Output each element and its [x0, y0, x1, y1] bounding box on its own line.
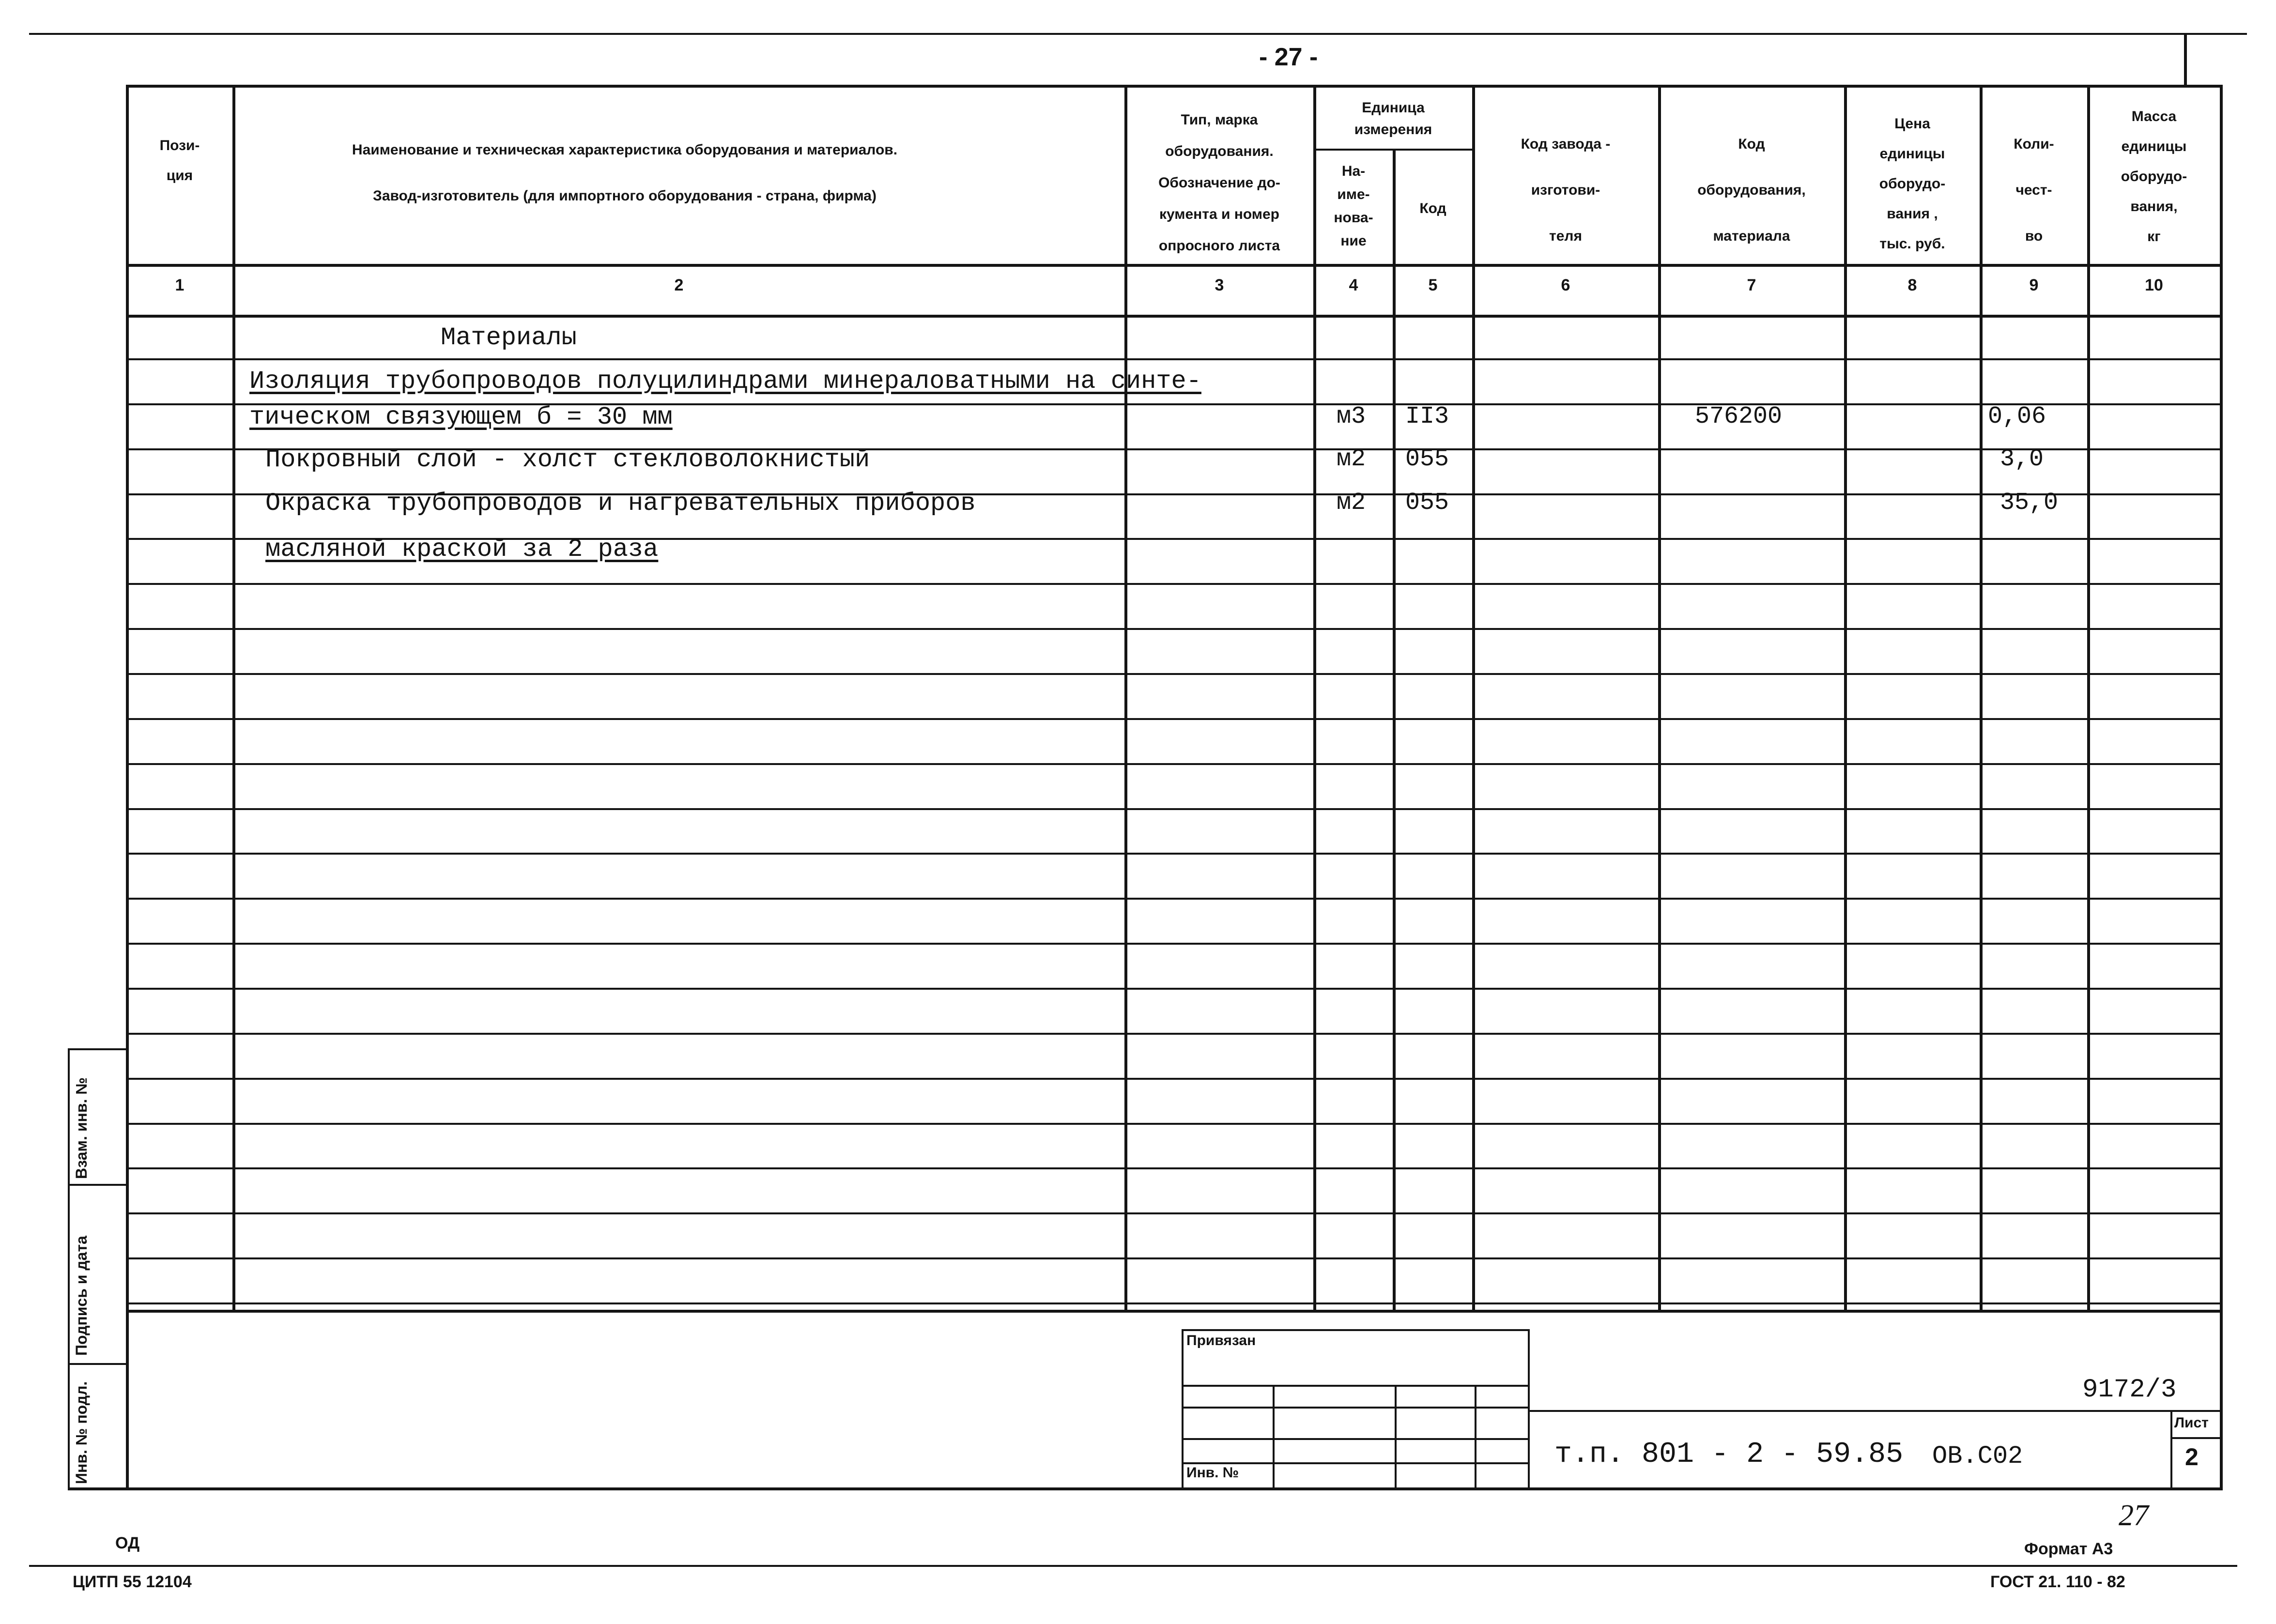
- table-bottom-border: [68, 1487, 2223, 1490]
- page-number: - 27 -: [1259, 43, 1318, 71]
- row1-unit: м3: [1337, 403, 1366, 430]
- col-line-7: [1844, 85, 1847, 1310]
- table-row-line: [126, 898, 2223, 900]
- header-position: Пози- ция: [159, 138, 200, 184]
- side-label-inv-podl: Инв. № подл.: [73, 1381, 90, 1484]
- table-row-line: [126, 808, 2223, 810]
- handwritten-page-number: 27: [2119, 1499, 2149, 1532]
- table-row-line: [126, 673, 2223, 675]
- footer-line: [29, 1565, 2237, 1567]
- table-row-line: [126, 1123, 2223, 1125]
- table-row-line: [126, 718, 2223, 720]
- row3-unit-code: 055: [1405, 489, 1449, 517]
- table-row-line: [126, 1212, 2223, 1214]
- stamp-line: [1182, 1329, 1528, 1331]
- section-title: Материалы: [441, 323, 577, 352]
- row3-unit: м2: [1337, 489, 1366, 517]
- col-line-1: [232, 85, 235, 1310]
- header-unit: Единица измерения: [1354, 100, 1432, 138]
- col-number: 10: [2145, 276, 2163, 294]
- row1-quantity: 0,06: [1988, 403, 2046, 430]
- row1-unit-code: II3: [1405, 403, 1449, 430]
- top-line: [29, 33, 2247, 35]
- stamp-list-label: Лист: [2174, 1415, 2209, 1431]
- header-price: Цена единицы оборудо- вания , тыс. руб.: [1879, 116, 1946, 252]
- footer-mark: ОД: [115, 1534, 140, 1552]
- header-quantity: Коли- чест- во: [2014, 136, 2054, 244]
- stamp-line: [1182, 1329, 1184, 1489]
- row2-unit-code: 055: [1405, 445, 1449, 473]
- header-mass: Масса единицы оборудо- вания, кг: [2121, 108, 2187, 245]
- row2-description: Покровный слой - холст стекловолокнистый: [265, 445, 870, 474]
- header-unit-code: Код: [1419, 200, 1446, 216]
- col-line-5: [1472, 85, 1475, 1310]
- table-row-line: [126, 628, 2223, 630]
- side-strip-line: [68, 1184, 126, 1186]
- stamp-section-code: ОВ.С02: [1932, 1442, 2023, 1471]
- side-strip-line: [68, 1048, 70, 1489]
- stamp-line: [1475, 1385, 1476, 1489]
- col-number: 7: [1747, 276, 1756, 294]
- table-left-border: [126, 85, 129, 1489]
- row3-description-line1: Окраска трубопроводов и нагревательных приборов: [265, 489, 976, 518]
- side-label-vzam: Взам. инв. №: [73, 1077, 90, 1179]
- table-row-line: [126, 988, 2223, 990]
- table-row-line: [126, 1167, 2223, 1169]
- stamp-doc-number: 9172/3: [2082, 1375, 2177, 1405]
- stamp-line: [2170, 1410, 2172, 1487]
- stamp-line: [1528, 1329, 1530, 1489]
- row2-quantity: 3,0: [2000, 445, 2044, 473]
- side-strip-line: [68, 1048, 126, 1050]
- row1-description-line2: тическом связующем б = 30 мм: [249, 403, 673, 431]
- col-number: 9: [2029, 276, 2039, 294]
- col-line-6: [1658, 85, 1661, 1310]
- table-row-line: [126, 1257, 2223, 1259]
- col-number: 1: [175, 276, 185, 294]
- row2-unit: м2: [1337, 445, 1366, 473]
- header-type: Тип, марка оборудования. Обозначение до- кумента и номер опросного листа: [1158, 112, 1280, 254]
- stamp-line: [1528, 1410, 2220, 1412]
- table-row-line: [126, 1078, 2223, 1080]
- table-right-border: [2220, 85, 2223, 1489]
- col-number: 8: [1907, 276, 1917, 294]
- footer-format: Формат А3: [2024, 1540, 2113, 1558]
- table-row-line: [126, 943, 2223, 945]
- side-strip-line: [68, 1363, 126, 1365]
- table-row-line: [126, 763, 2223, 765]
- col-line-9: [2087, 85, 2090, 1310]
- stamp-privyazan: Привязан: [1186, 1333, 1256, 1348]
- row3-quantity: 35,0: [2000, 489, 2059, 517]
- header-unit-name: На- име- нова- ние: [1334, 163, 1373, 249]
- header-manufacturer-code: Код завода - изготови- теля: [1521, 136, 1611, 244]
- stamp-line: [2170, 1437, 2220, 1439]
- header-name: Наименование и техническая характеристика оборудования и материалов. Завод-изготовитель (для импортного оборудования - страна, фирма): [352, 142, 898, 204]
- table-row-line: [126, 358, 2223, 360]
- row1-description-line1: Изоляция трубопроводов полуцилиндрами минераловатными на синте-: [249, 367, 1201, 396]
- stamp-line: [1273, 1385, 1275, 1489]
- col-line-2: [1124, 85, 1127, 1310]
- header-material-code: Код оборудования, материала: [1697, 136, 1806, 244]
- side-label-podpis: Подпись и дата: [73, 1236, 90, 1356]
- table-body-bottom: [126, 1310, 2223, 1313]
- corner-box-line: [2184, 33, 2187, 86]
- col-number: 2: [674, 276, 684, 294]
- row1-material-code: 576200: [1695, 403, 1783, 430]
- col-number: 6: [1561, 276, 1570, 294]
- header-bottom-line: [126, 264, 2223, 267]
- stamp-line: [1395, 1385, 1397, 1489]
- stamp-designation: т.п. 801 - 2 - 59.85: [1554, 1438, 1904, 1471]
- stamp-list-number: 2: [2185, 1443, 2199, 1471]
- table-top-border: [126, 85, 2223, 88]
- table-row-line: [126, 1302, 2223, 1304]
- footer-gost: ГОСТ 21. 110 - 82: [1990, 1573, 2125, 1591]
- numbers-bottom-line: [126, 315, 2223, 318]
- col-line-3: [1313, 85, 1316, 1310]
- row3-description-line2: масляной краской за 2 раза: [265, 535, 659, 564]
- stamp-inv-no: Инв. №: [1186, 1465, 1239, 1481]
- table-row-line: [126, 583, 2223, 585]
- col-line-4: [1393, 149, 1396, 1310]
- col-number: 3: [1215, 276, 1224, 294]
- col-line-8: [1980, 85, 1983, 1310]
- col-number: 5: [1428, 276, 1438, 294]
- col-number: 4: [1349, 276, 1358, 294]
- table-row-line: [126, 853, 2223, 855]
- footer-printer: ЦИТП 55 12104: [73, 1573, 192, 1591]
- table-row-line: [126, 1033, 2223, 1035]
